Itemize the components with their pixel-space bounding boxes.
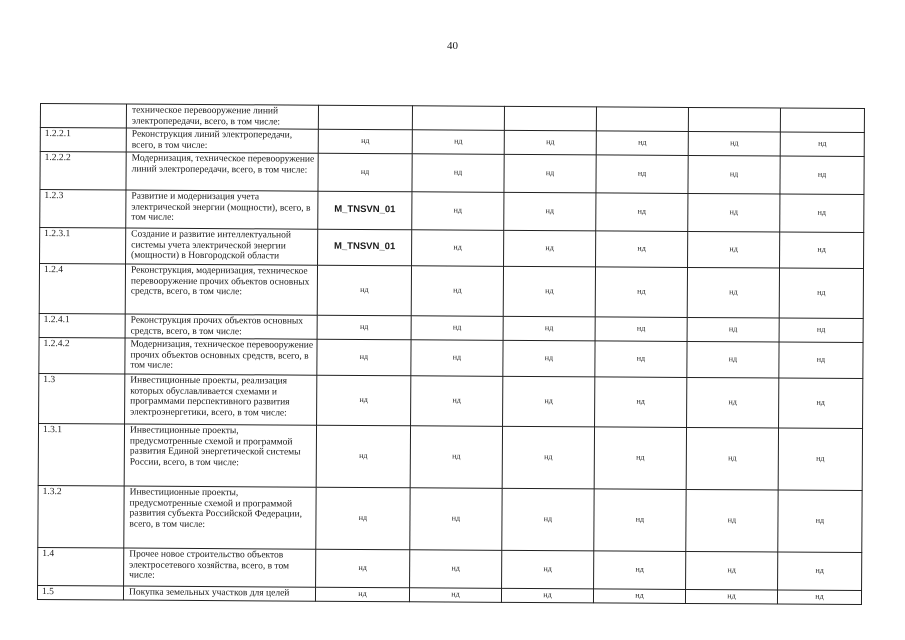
row-code: нд (317, 315, 411, 340)
value-cell: нд (501, 588, 593, 603)
table-row (38, 547, 862, 590)
row-number: 1.3.2 (38, 485, 124, 548)
value-cell: нд (504, 130, 596, 155)
value-cell: нд (409, 588, 501, 603)
row-code: нд (317, 339, 411, 376)
row-description: Прочее новое строительство объектов электросетевого хозяйства, всего, в том числе: (124, 548, 316, 587)
value-cell: нд (504, 230, 596, 267)
row-number (40, 104, 126, 129)
value-cell (412, 106, 504, 131)
row-description: Покупка земельных участков для целей (123, 586, 315, 601)
value-cell: нд (503, 316, 595, 341)
row-code: нд (315, 587, 409, 602)
row-description: Инвестиционные проекты, предусмотренные схемой и программой развития Единой энергетической системы России, всего, в том числе: (124, 424, 316, 487)
value-cell: нд (686, 427, 778, 490)
row-code: нд (316, 425, 410, 488)
value-cell: нд (503, 376, 595, 427)
table-row (38, 423, 862, 490)
value-cell: нд (502, 488, 594, 551)
value-cell: нд (504, 192, 596, 231)
value-cell: нд (410, 488, 502, 551)
row-number: 1.4 (38, 547, 124, 586)
value-cell: нд (595, 267, 687, 318)
row-code: нд (317, 375, 411, 426)
row-code: нд (318, 129, 412, 154)
value-cell: нд (686, 489, 778, 552)
value-cell: нд (595, 377, 687, 428)
value-cell: нд (412, 192, 504, 231)
value-cell: нд (412, 154, 504, 193)
value-cell: нд (411, 316, 503, 341)
row-number: 1.2.3 (40, 190, 126, 229)
value-cell: нд (504, 154, 596, 193)
value-cell: нд (688, 193, 780, 232)
table-row (40, 190, 864, 233)
value-cell (688, 107, 780, 132)
value-cell: нд (412, 230, 504, 267)
value-cell: нд (687, 317, 779, 342)
value-cell: нд (687, 267, 779, 318)
value-cell: нд (596, 231, 688, 268)
value-cell: нд (596, 131, 688, 156)
value-cell (596, 107, 688, 132)
row-number: 1.3.1 (38, 423, 124, 486)
value-cell: нд (687, 341, 779, 378)
row-number: 1.2.4.2 (39, 337, 125, 374)
value-cell: нд (779, 342, 863, 379)
value-cell: нд (780, 132, 864, 157)
value-cell: нд (688, 155, 780, 194)
row-description: Создание и развитие интеллектуальной системы учета электрической энергии (мощности) в Новгородской области (126, 228, 318, 265)
value-cell: нд (503, 340, 595, 377)
value-cell (780, 108, 864, 133)
row-number: 1.2.4.1 (39, 313, 125, 338)
row-number: 1.2.4 (39, 264, 125, 315)
row-number: 1.2.2.1 (40, 128, 126, 153)
value-cell: нд (411, 266, 503, 317)
table-row (38, 485, 862, 552)
value-cell: нд (688, 231, 780, 268)
row-description: Модернизация, техническое перевооружение прочих объектов основных средств, всего, в том числе: (125, 338, 317, 375)
row-number: 1.3 (39, 373, 125, 424)
row-description: Инвестиционные проекты, реализация которых обуславливается схемами и программами перспективного развития электроэнергетики, всего, в том числе: (125, 374, 317, 425)
page-number: 40 (447, 40, 458, 52)
row-code: M_TNSVN_01 (318, 191, 412, 230)
value-cell: нд (780, 194, 864, 233)
value-cell: нд (595, 341, 687, 378)
value-cell: нд (594, 489, 686, 552)
value-cell: нд (594, 427, 686, 490)
value-cell: нд (780, 156, 864, 195)
value-cell: нд (778, 552, 862, 591)
row-description: Инвестиционные проекты, предусмотренные схемой и программой развития субъекта Российской Федерации, всего, в том числе: (124, 486, 316, 549)
value-cell: нд (412, 130, 504, 155)
value-cell: нд (593, 589, 685, 604)
row-description: Модернизация, техническое перевооружение линий электропередачи, всего, в том числе: (126, 152, 318, 191)
value-cell: нд (779, 378, 863, 429)
value-cell (504, 106, 596, 131)
row-code: M_TNSVN_01 (318, 229, 412, 266)
value-cell: нд (777, 590, 861, 605)
value-cell: нд (778, 428, 862, 491)
value-cell: нд (411, 340, 503, 377)
value-cell: нд (596, 155, 688, 194)
row-code: нд (316, 549, 410, 588)
table-row (39, 373, 863, 428)
table-row (40, 152, 864, 195)
row-description: Развитие и модернизация учета электрической энергии (мощности), всего, в том числе: (126, 190, 318, 229)
value-cell: нд (410, 426, 502, 489)
value-cell: нд (596, 193, 688, 232)
row-description: Реконструкция прочих объектов основных средств, всего, в том числе: (125, 314, 317, 339)
value-cell: нд (778, 490, 862, 553)
value-cell: нд (503, 266, 595, 317)
value-cell: нд (685, 589, 777, 604)
value-cell: нд (594, 551, 686, 590)
value-cell: нд (410, 550, 502, 589)
row-number: 1.5 (37, 585, 123, 600)
value-cell: нд (411, 376, 503, 427)
row-code: нд (317, 265, 411, 316)
table-row (40, 228, 864, 269)
row-description: Реконструкция, модернизация, техническое перевооружение прочих объектов основных средств, всего, в том числе: (125, 264, 317, 315)
row-code (318, 105, 412, 130)
row-code: нд (318, 153, 412, 192)
row-description: техническое перевооружение линий электропередачи, всего, в том числе: (126, 104, 318, 129)
row-number: 1.2.2.2 (40, 152, 126, 191)
row-number: 1.2.3.1 (40, 228, 126, 265)
value-cell: нд (686, 551, 778, 590)
value-cell: нд (779, 318, 863, 343)
row-code: нд (316, 487, 410, 550)
value-cell: нд (687, 377, 779, 428)
table-row (39, 264, 863, 319)
value-cell: нд (595, 317, 687, 342)
value-cell: нд (780, 232, 864, 269)
investment-table (37, 103, 865, 605)
value-cell: нд (502, 426, 594, 489)
value-cell: нд (502, 550, 594, 589)
row-description: Реконструкция линий электропередачи, всего, в том числе: (126, 128, 318, 153)
value-cell: нд (779, 268, 863, 319)
table-row (39, 337, 863, 378)
value-cell: нд (688, 131, 780, 156)
